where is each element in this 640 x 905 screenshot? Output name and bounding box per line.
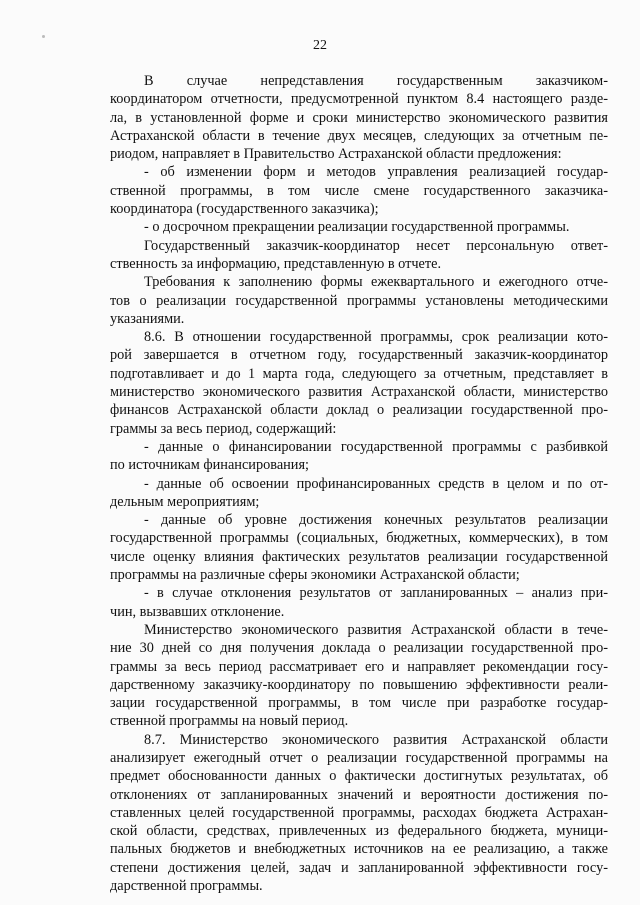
text-line: В случае непредставления государственным заказчиком-	[144, 73, 608, 89]
text-line: Требования к заполнению формы ежеквартального и ежегодного отче-	[144, 274, 608, 291]
text-line: по источникам финансирования;	[110, 457, 310, 474]
text-line: координатора (государственного заказчика);	[110, 201, 379, 218]
text-line: Астраханской области в течение двух месяцев, следующих за отчетным пе-	[110, 127, 608, 144]
text-line: 8.6. В отношении государственной программы, срок реализации кото-	[144, 329, 608, 346]
text-line: Государственный заказчик-координатор несет персональную ответ-	[144, 237, 608, 254]
text-line: Министерство экономического развития Астраханской области в тече-	[144, 621, 608, 638]
text-line: министерство экономического развития Астраханской области, министерство	[110, 384, 608, 401]
text-line: риодом, направляет в Правительство Астраханской области предложения:	[110, 146, 562, 163]
text-line: ние 30 дней со дня получения доклада о реализации государственной про-	[110, 640, 608, 657]
text-line: дарственной программы.	[110, 878, 263, 895]
text-line: подготавливает и до 1 марта года, следующего за отчетным, представляет в	[110, 365, 608, 382]
text-line: пальных бюджетов и внебюджетных источников на ее реализацию, а также	[110, 841, 608, 858]
text-line: рой завершается в отчетном году, государственный заказчик-координатор	[110, 347, 608, 364]
text-line: анализирует ежегодный отчет о реализации государственной программы на	[110, 749, 608, 766]
body-text	[110, 72, 608, 895]
text-line: - о досрочном прекращении реализации государственной программы.	[144, 219, 570, 236]
text-line: чин, вызвавших отклонение.	[110, 603, 285, 620]
text-line: программы на различные сферы экономики Астраханской области;	[110, 567, 520, 584]
text-line: отклонениях от запланированных значений и вероятности достижения по-	[110, 786, 608, 803]
page-number: 22	[313, 38, 327, 53]
text-line: числе оценку влияния фактических результатов реализации государственной	[110, 548, 608, 565]
text-line: степени достижения целей, задач и запланированной эффективности госу-	[110, 859, 608, 876]
text-line: - в случае отклонения результатов от запланированных – анализ при-	[144, 585, 608, 602]
text-line: 8.7. Министерство экономического развития Астраханской области	[144, 731, 608, 748]
text-line: тов о реализации государственной программы установлены методическими	[110, 292, 608, 309]
text-line: финансов Астраханской области доклад о реализации государственной про-	[110, 402, 608, 419]
text-line: ской области, средствах, привлеченных из федерального бюджета, муници-	[110, 823, 608, 840]
text-line: указаниями.	[110, 310, 185, 327]
text-line: дарственному заказчику-координатору по повышению эффективности реали-	[110, 676, 608, 693]
text-line: граммы за весь период рассматривает его и направляет рекомендации госу-	[110, 658, 608, 675]
text-line: - данные об освоении профинансированных средств в целом и по от-	[144, 475, 608, 492]
text-line: - об изменении форм и методов управления реализацией государ-	[144, 164, 608, 181]
text-line: ственность за информацию, представленную в отчете.	[110, 255, 442, 272]
text-line: - данные об уровне достижения конечных результатов реализации	[144, 512, 608, 529]
text-line: - данные о финансировании государственной программы с разбивкой	[144, 438, 608, 455]
text-line: дельным мероприятиям;	[110, 493, 260, 510]
text-line: ставленных целей государственной программы, расходах бюджета Астрахан-	[110, 804, 608, 821]
text-line: ла, в установленной форме и сроки министерство экономического развития	[110, 109, 608, 126]
text-line: координатором отчетности, предусмотренной пунктом 8.4 настоящего разде-	[110, 91, 608, 108]
text-line: государственной программы (социальных, бюджетных, коммерческих), в том	[110, 530, 608, 547]
text-line: предмет обоснованности данных о фактически достигнутых результатах, об	[110, 768, 608, 785]
text-line: ственной программы, в том числе смене государственного заказчика-	[110, 182, 608, 199]
text-line: ственной программы на новый период.	[110, 713, 349, 730]
text-line: зации государственной программы, в том числе при разработке государ-	[110, 695, 608, 712]
scan-speck	[42, 35, 45, 38]
text-line: граммы за весь период, содержащий:	[110, 420, 337, 437]
